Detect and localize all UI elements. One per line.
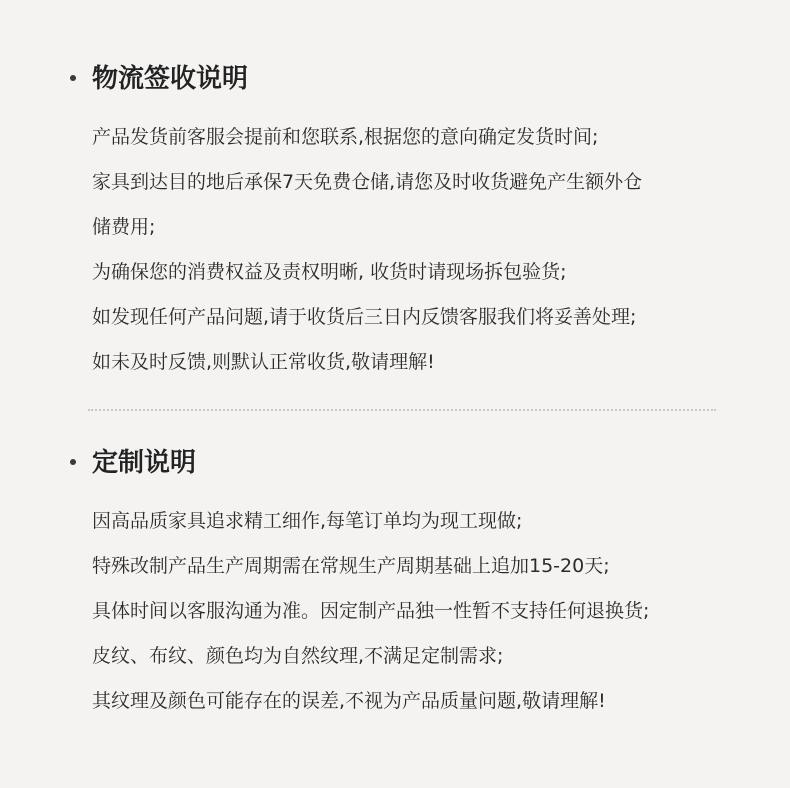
logistics-heading [0, 58, 790, 102]
section-divider [88, 409, 716, 411]
logistics-section [0, 58, 790, 385]
bullet-dot-icon [70, 75, 76, 81]
custom-title: 定制说明 [92, 448, 197, 478]
logistics-line: 储费用; [92, 216, 156, 238]
custom-heading [0, 442, 790, 486]
logistics-line: 如发现任何产品问题,请于收货后三日内反馈客服我们将妥善处理; [92, 306, 637, 328]
custom-line: 特殊改制产品生产周期需在常规生产周期基础上追加15-20天; [92, 555, 610, 577]
custom-line: 因高品质家具追求精工细作,每笔订单均为现工现做; [92, 510, 523, 532]
custom-line: 其纹理及颜色可能存在的误差,不视为产品质量问题,敬请理解! [92, 690, 606, 712]
custom-line: 皮纹、布纹、颜色均为自然纹理,不满足定制需求; [92, 645, 504, 667]
custom-text [0, 499, 790, 724]
logistics-line: 产品发货前客服会提前和您联系,根据您的意向确定发货时间; [92, 126, 599, 148]
logistics-text [0, 115, 790, 385]
bullet-dot-icon [70, 459, 76, 465]
custom-line: 具体时间以客服沟通为准。因定制产品独一性暂不支持任何退换货; [92, 600, 650, 622]
logistics-line: 为确保您的消费权益及责权明晰, 收货时请现场拆包验货; [92, 261, 567, 283]
logistics-line: 家具到达目的地后承保7天免费仓储,请您及时收货避免产生额外仓 [92, 171, 643, 193]
custom-section [0, 442, 790, 724]
logistics-line: 如未及时反馈,则默认正常收货,敬请理解! [92, 351, 435, 373]
logistics-title: 物流签收说明 [92, 64, 249, 94]
